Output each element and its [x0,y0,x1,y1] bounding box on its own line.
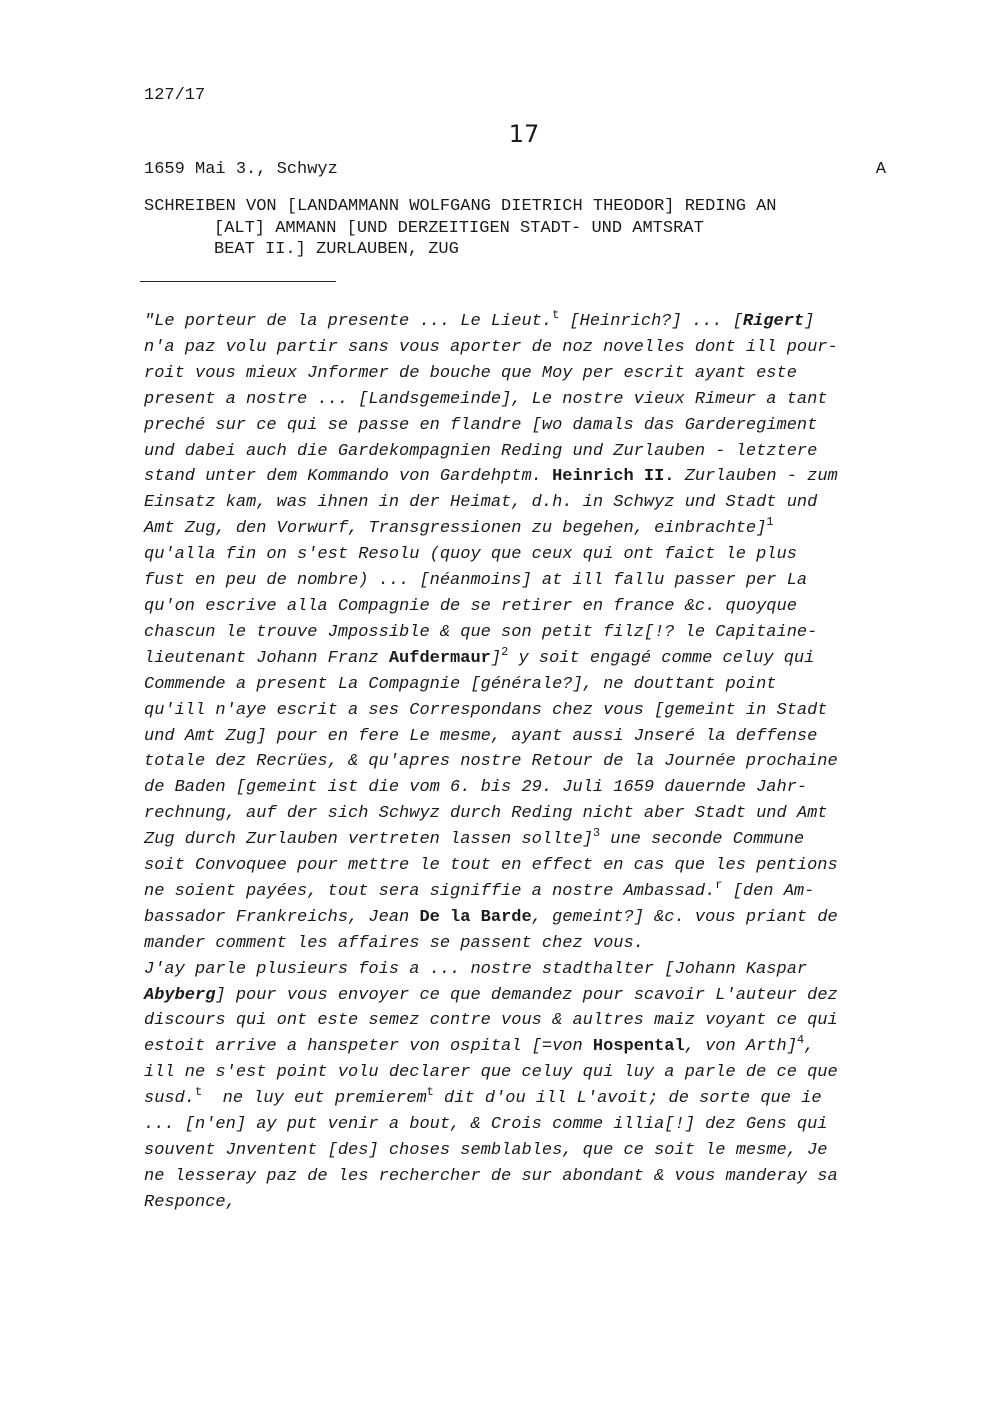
document-title [144,196,904,261]
emphasized-name: De la Barde [419,907,532,927]
text-segment: lieutenant Johann Franz [144,648,389,668]
text-segment: , gemeint?] &c. vous priant de [531,907,838,927]
date-place: 1659 Mai 3., Schwyz [144,160,338,179]
body-line [144,983,904,1009]
body-line [144,516,904,542]
text-segment: [Heinrich?] ... [ [559,312,743,331]
body-line [144,853,904,879]
body-line [144,620,904,646]
text-segment: souvent Jnventent [des] choses semblables, que ce soit le mesme, Je [144,1141,828,1160]
body-line [144,1086,904,1112]
body-line [144,1138,904,1164]
text-segment: fust en peu de nombre) ... [néanmoins] at ill fallu passer per La [144,571,808,591]
text-segment: qu'alla fin on s'est Resolu (quoy que ceux qui ont faict le plus [144,545,797,565]
body-line [144,1008,904,1034]
body-line [144,309,904,335]
text-segment: Commende a present La Compagnie [générale?], ne douttant point [144,674,777,694]
emphasized-name: Abyberg [144,985,216,1005]
document-number: 17 [508,120,540,148]
text-segment: une seconde Commune [600,830,805,850]
text-segment: mander comment les affaires se passent chez vous. [144,933,644,953]
title-line: BEAT II.] ZURLAUBEN, ZUG [214,240,459,259]
body-line [144,775,904,801]
body-line [144,490,904,516]
superscript: 2 [501,644,509,659]
body-line [144,801,904,827]
dateline [144,160,886,179]
body-line [144,387,904,413]
text-segment: , von Arth] [684,1037,797,1057]
text-segment: Amt Zug, den Vorwurf, Transgressionen zu begehen, einbrachte] [144,519,767,539]
text-segment: susd. [144,1089,196,1109]
body-line [144,335,904,361]
body-line [144,672,904,698]
text-segment: ill ne s'est point volu declarer que celuy qui luy a parle de ce que [144,1063,838,1083]
text-segment: J'ay parle plusieurs fois a ... nostre stadthalter [Johann Kaspar [144,959,808,979]
body-line [144,361,904,387]
text-segment: ] [804,312,815,331]
body-line [144,1190,904,1216]
body-line [144,568,904,594]
body-line [144,1034,904,1060]
body-line [144,646,904,672]
text-segment: ne lesseray paz de les rechercher de sur abondant & vous manderay sa [144,1166,838,1186]
text-segment: totale dez Recrües, & qu'apres nostre Retour de la Journée prochaine [144,752,838,772]
emphasized-name: Rigert [742,312,805,331]
text-segment: y soit engagé comme celuy qui [508,648,815,668]
text-segment: ne luy eut premierem [202,1089,427,1109]
text-segment: estoit arrive a hanspeter von ospital [=von [144,1037,593,1057]
text-segment: und dabei auch die Gardekompagnien Reding und Zurlauben - letztere [144,441,818,461]
text-segment: Zug durch Zurlauben vertreten lassen sollte] [144,830,593,850]
body-line [144,1060,904,1086]
body-line [144,957,904,983]
superscript: t [552,308,560,322]
text-segment: ] pour vous envoyer ce que demandez pour scavoir L'auteur dez [215,985,838,1005]
text-segment: Einsatz kam, was ihnen in der Heimat, d.h. in Schwyz und Stadt und [144,493,818,513]
emphasized-name: Heinrich II. [552,467,675,487]
text-segment: ... [n'en] ay put venir a bout, & Crois comme illia[!] dez Gens qui [144,1115,828,1135]
text-segment: present a nostre ... [Landsgemeinde], Le nostre vieux Rimeur a tant [144,389,828,409]
text-segment: preché sur ce qui se passe en flandre [wo damals das Garderegiment [144,415,818,435]
emphasized-name: Hospental [592,1037,685,1057]
body-line [144,698,904,724]
body-line [144,749,904,775]
archive-reference: 127/17 [144,86,206,105]
body-line [144,439,904,465]
text-segment: Zurlauben - zum [674,467,838,487]
superscript: t [195,1085,203,1100]
text-segment: n'a paz volu partir sans vous aporter de noz novelles dont ill pour- [144,337,838,357]
text-segment: [den Am- [722,881,815,901]
text-segment: Responce, [144,1192,236,1212]
text-segment: discours qui ont este semez contre vous & aultres maiz voyant ce qui [144,1011,838,1031]
emphasized-name: Aufdermaur [388,648,491,668]
body-line [144,1164,904,1190]
body-line [144,413,904,439]
text-segment: chascun le trouve Jmpossible & que son petit filz[!? le Capitaine- [144,622,818,642]
title-divider [140,281,336,282]
body-line [144,464,904,490]
text-segment: soit Convoquee pour mettre le tout en effect en cas que les pentions [144,856,838,876]
body-line [144,931,904,957]
body-line [144,724,904,750]
body-line [144,594,904,620]
title-line: [ALT] AMMANN [UND DERZEITIGEN STADT- UND AMTSRAT [214,218,704,238]
text-segment: "Le porteur de la presente ... Le Lieut. [144,312,553,331]
text-segment: qu'on escrive alla Compagnie de se retirer en france &c. quoyque [144,596,797,616]
text-segment: ne soient payées, tout sera signiffie a nostre Ambassad. [144,881,716,901]
text-segment: dit d'ou ill L'avoit; de sorte que ie [433,1089,822,1109]
body-line [144,827,904,853]
superscript: t [426,1085,434,1100]
superscript: r [715,877,723,892]
text-segment: qu'ill n'aye escrit a ses Correspondans chez vous [gemeint in Stadt [144,700,828,720]
body-line [144,905,904,931]
body-line [144,542,904,568]
text-segment: und Amt Zug] pour en fere Le mesme, ayant aussi Jnseré la deffense [144,726,818,746]
title-line: SCHREIBEN VON [LANDAMMANN WOLFGANG DIETRICH THEODOR] REDING AN [144,197,777,216]
letter-body [144,309,904,1216]
body-line [144,1112,904,1138]
text-segment: de Baden [gemeint ist die vom 6. bis 29. Juli 1659 dauernde Jahr- [144,778,808,798]
superscript: 1 [766,515,774,530]
document-type-marker: A [875,160,886,179]
superscript: 3 [592,826,601,841]
text-segment: , [804,1037,815,1057]
body-line [144,879,904,905]
text-segment: ] [490,648,502,668]
text-segment: stand unter dem Kommando von Gardehptm. [144,467,553,487]
superscript: 4 [796,1033,805,1048]
text-segment: roit vous mieux Jnformer de bouche que Moy per escrit ayant este [144,363,797,383]
text-segment: bassador Frankreichs, Jean [144,907,420,927]
text-segment: rechnung, auf der sich Schwyz durch Reding nicht aber Stadt und Amt [144,804,828,824]
